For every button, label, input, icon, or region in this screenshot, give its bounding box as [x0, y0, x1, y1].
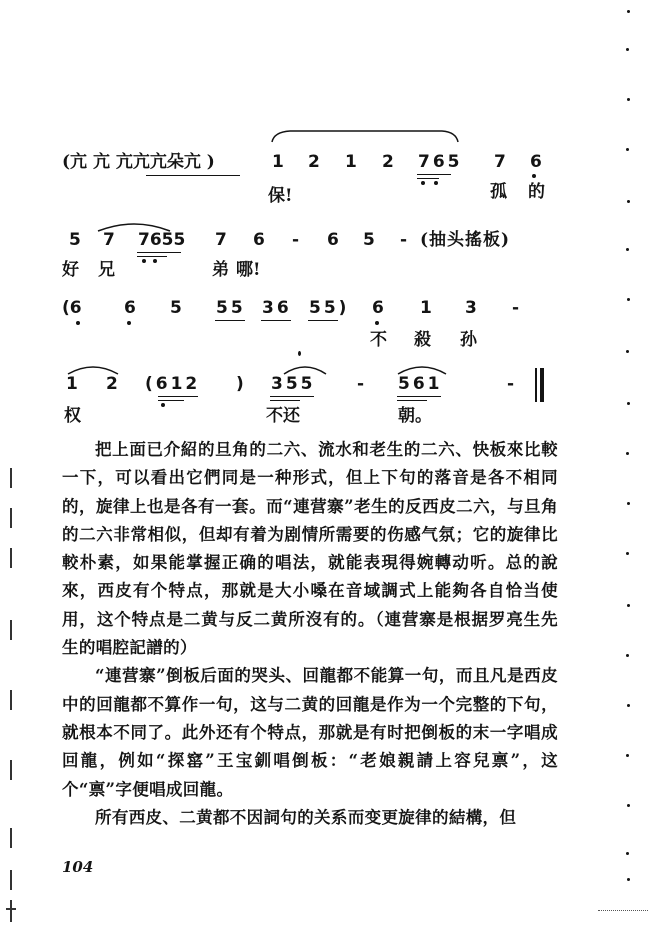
note-group: (612: [145, 374, 201, 394]
lyric: 孤: [490, 182, 507, 202]
lyric: 不: [370, 330, 387, 350]
note: 6: [253, 230, 265, 250]
note: 2: [308, 152, 320, 172]
note: 6: [124, 298, 136, 318]
note: -: [292, 230, 300, 250]
note: 1: [272, 152, 284, 172]
note: 6: [372, 298, 384, 318]
tempo-marking: (抽头搖板): [420, 230, 511, 250]
note-group: 765: [418, 152, 463, 172]
paragraph: 所有西皮、二黄都不因詞句的关系而变更旋律的結構，但: [95, 807, 517, 827]
note: 1: [66, 374, 78, 394]
note: 7: [494, 152, 506, 172]
note: 7: [215, 230, 227, 250]
note: (6: [62, 298, 82, 318]
note-group: 55): [309, 298, 350, 318]
note: 5: [69, 230, 81, 250]
lyric: 孙: [460, 330, 477, 350]
slur-arc: [270, 128, 460, 148]
body-text: [62, 436, 558, 832]
note: 6: [530, 152, 542, 172]
lyric: 兄: [98, 260, 115, 280]
lyric: 好: [62, 260, 79, 280]
note-group: 55: [216, 298, 246, 318]
accent-mark: [298, 351, 301, 356]
lyric: 不还: [266, 406, 300, 426]
paragraph: 把上面已介紹的旦角的二六、流水和老生的二六、快板來比較一下，可以看出它們同是一种形式，但上下句的落音是各不相同的，旋律上也是各有一套。而“連营寨”老生的反西皮二六，与旦角的二六非常相似，但却有着为剧情所需要的伤感气氛；它的旋律比較朴素，如果能掌握正确的唱法，就能表現得婉轉动听。总的說來，西皮有个特点，那就是大小嗓在音域調式上能夠各自恰当使用，这个特点是二黄与反二黄所沒有的。（連营寨是根据罗亮生先生的唱腔記譜的）: [62, 440, 558, 658]
note-group: 561: [398, 374, 443, 394]
note: 1: [420, 298, 432, 318]
note: 2: [382, 152, 394, 172]
lyric: 权: [64, 406, 81, 426]
note: 6: [327, 230, 339, 250]
note: -: [400, 230, 408, 250]
note: -: [357, 374, 365, 394]
final-barline-thick: [540, 368, 544, 402]
note: 5: [170, 298, 182, 318]
lyric: 保!: [268, 186, 293, 206]
note: 1: [345, 152, 357, 172]
lyric: 哪!: [236, 260, 261, 280]
paragraph: “連营寨”倒板后面的哭头、回龍都不能算一句，而且凡是西皮中的回龍都不算作一句，这与二黄的回龍是作为一个完整的下句，就根本不同了。此外还有个特点，那就是有时把倒板的末一字唱成回龍，例如“探窰”王宝釧唱倒板：“老娘親請上容兒禀”，这个“禀”字便唱成回龍。: [62, 666, 558, 799]
lyric: 的: [528, 182, 545, 202]
note: ): [236, 374, 244, 394]
percussion-phrase: (亢 亢 亢亢亢朵亢 ): [62, 152, 215, 172]
note: -: [512, 298, 520, 318]
note-group: 7655: [138, 230, 186, 250]
note-group: 355: [271, 374, 316, 394]
note: 7: [103, 230, 115, 250]
final-barline-thin: [535, 368, 537, 402]
note: -: [507, 374, 515, 394]
lyric: 朝。: [398, 406, 432, 426]
note-group: 36: [262, 298, 292, 318]
lyric: 殺: [414, 330, 431, 350]
page-number: 104: [62, 858, 94, 876]
note: 2: [106, 374, 118, 394]
lyric: 弟: [212, 260, 229, 280]
note: 3: [465, 298, 477, 318]
note: 5: [363, 230, 375, 250]
